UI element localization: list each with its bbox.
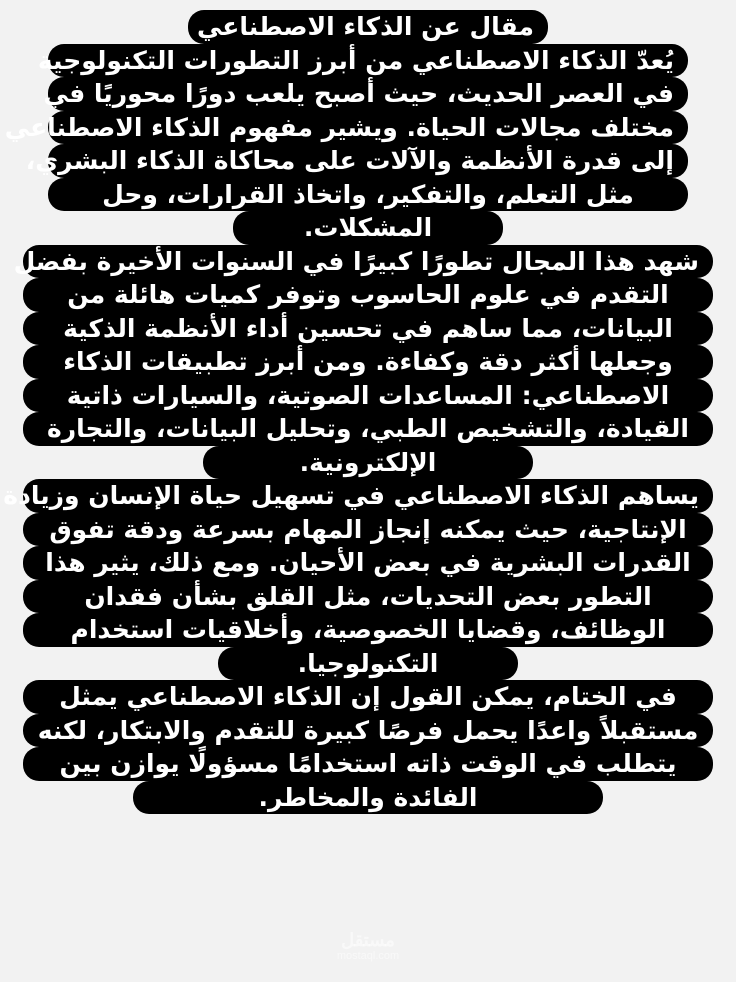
watermark-logo-text: مستقل — [341, 930, 395, 950]
paragraph-line: البيانات، مما ساهم في تحسين أداء الأنظمة الذكية — [23, 312, 713, 346]
paragraph-line: التكنولوجيا. — [218, 647, 518, 681]
paragraph-2 — [13, 245, 713, 480]
watermark — [322, 930, 414, 963]
paragraph-line: مختلف مجالات الحياة. ويشير مفهوم الذكاء الاصطناعي — [48, 111, 688, 145]
paragraph-line: القيادة، والتشخيص الطبي، وتحليل البيانات، والتجارة — [23, 412, 713, 446]
paragraph-line: الإنتاجية، حيث يمكنه إنجاز المهام بسرعة ودقة تفوق — [23, 513, 713, 547]
paragraph-line: المشكلات. — [233, 211, 503, 245]
paragraph-line: التقدم في علوم الحاسوب وتوفر كميات هائلة من — [23, 278, 713, 312]
conclusion-block — [23, 680, 713, 814]
paragraph-line: التطور بعض التحديات، مثل القلق بشأن فقدان — [23, 580, 713, 614]
paragraph-3 — [3, 479, 713, 680]
paragraph-line: الوظائف، وقضايا الخصوصية، وأخلاقيات استخدام — [23, 613, 713, 647]
paragraph-line: يُعدّ الذكاء الاصطناعي من أبرز التطورات التكنولوجية — [48, 44, 688, 78]
watermark-url: mostaql.com — [336, 950, 400, 962]
paragraph-line: يتطلب في الوقت ذاته استخدامًا مسؤولًا يوازن بين — [23, 747, 713, 781]
paragraph-line: شهد هذا المجال تطورًا كبيرًا في السنوات الأخيرة بفضل — [23, 245, 713, 279]
paragraph-line: القدرات البشرية في بعض الأحيان. ومع ذلك، يثير هذا — [23, 546, 713, 580]
paragraph-line: مثل التعلم، والتفكير، واتخاذ القرارات، وحل — [48, 178, 688, 212]
paragraph-line: يساهم الذكاء الاصطناعي في تسهيل حياة الإنسان وزيادة — [23, 479, 713, 513]
paragraph-line: مستقبلاً واعدًا يحمل فرصًا كبيرة للتقدم والابتكار، لكنه — [23, 714, 713, 748]
paragraph-line: إلى قدرة الأنظمة والآلات على محاكاة الذكاء البشري، — [48, 144, 688, 178]
paragraph-line: في الختام، يمكن القول إن الذكاء الاصطناعي يمثل — [23, 680, 713, 714]
intro-block — [4, 10, 688, 245]
paragraph-line: الاصطناعي: المساعدات الصوتية، والسيارات ذاتية — [23, 379, 713, 413]
paragraph-line: وجعلها أكثر دقة وكفاءة. ومن أبرز تطبيقات الذكاء — [23, 345, 713, 379]
paragraph-line: في العصر الحديث، حيث أصبح يلعب دورًا محوريًا في — [48, 77, 688, 111]
paragraph-line: الإلكترونية. — [203, 446, 533, 480]
paragraph-line: الفائدة والمخاطر. — [133, 781, 603, 815]
article-title: مقال عن الذكاء الاصطناعي — [188, 10, 548, 44]
